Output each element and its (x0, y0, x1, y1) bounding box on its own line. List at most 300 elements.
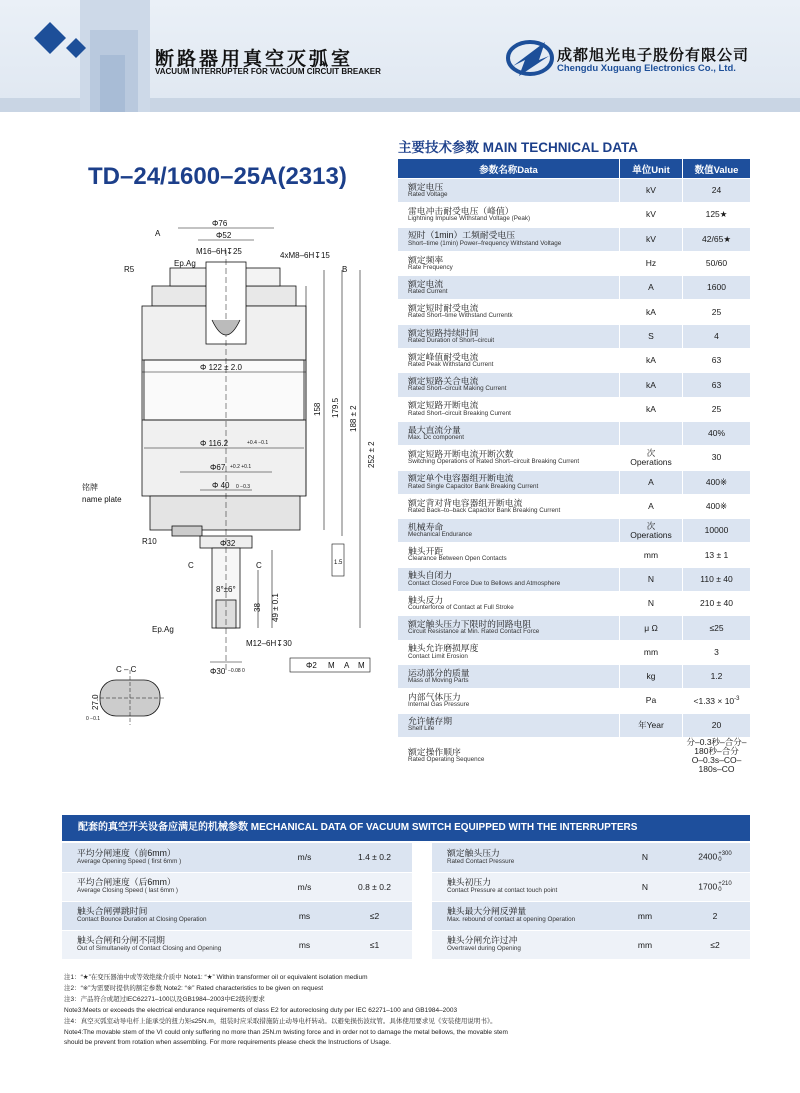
table-row (398, 519, 751, 543)
dim-d52: Φ52 (216, 231, 232, 240)
unit-line: mm (643, 646, 659, 657)
value-line: 40% (707, 428, 725, 439)
param-value (683, 470, 751, 494)
right-value-cell (680, 872, 750, 901)
column-gap (412, 901, 432, 930)
value-line: 1600 (707, 282, 726, 293)
param-name-cn: 额定短路持续时间 (408, 327, 479, 338)
value-line: 63 (711, 379, 722, 390)
param-name-cn: 额定背对背电容器组开断电流 (408, 497, 523, 508)
tol-position: Φ2 (306, 661, 317, 670)
param-name-en: Contact Closed Force Due to Bellows and Atmosphere (408, 579, 561, 587)
param-name-en: Rated Duration of Short–circuit (408, 336, 495, 344)
param-name-cn: 触头允许磨损厚度 (408, 643, 479, 654)
company-name-en: Chengdu Xuguang Electronics Co., Ltd. (557, 63, 736, 74)
unit-line: kg (646, 671, 656, 682)
unit-line: μ Ω (644, 622, 658, 633)
param-unit (620, 276, 683, 300)
param-name (398, 567, 620, 591)
notes (64, 973, 754, 1049)
table-row (398, 494, 751, 518)
unit-line: N (647, 573, 655, 584)
table-row (62, 901, 750, 930)
right-param (432, 901, 610, 930)
value-line: 3 (714, 646, 719, 657)
param-name (398, 640, 620, 664)
param-unit (620, 373, 683, 397)
right-unit: N (610, 872, 680, 901)
right-param-cn: 触头初压力 (447, 877, 491, 888)
param-name-en: Rated Single Capacitor Bank Breaking Current (408, 482, 539, 490)
param-value (683, 227, 751, 251)
dim-w27-tol: 0 −0.1 (86, 716, 101, 722)
table-row (62, 843, 750, 872)
main-data-title: 主要技术参数 MAIN TECHNICAL DATA (398, 140, 638, 155)
right-param (432, 930, 610, 959)
param-name-en: Rated Back–to–back Capacitor Bank Breaking Current (408, 506, 561, 514)
value-line: <1.33 × 10 (693, 695, 735, 706)
value-line: 50/60 (705, 258, 728, 269)
param-name (398, 421, 620, 445)
table-row (398, 470, 751, 494)
param-name-cn: 触头反力 (408, 594, 444, 605)
param-unit (620, 519, 683, 543)
param-unit (620, 713, 683, 737)
dim-d122: Φ 122 ± 2.0 (200, 363, 242, 372)
param-unit (620, 179, 683, 203)
param-value (683, 519, 751, 543)
main-data-table (397, 158, 751, 775)
dim-m12: M12–6H↧30 (246, 639, 292, 648)
param-name (398, 519, 620, 543)
label-c-right: C (256, 561, 262, 570)
left-unit: ms (272, 901, 337, 930)
mech-data-table (62, 843, 750, 960)
note-line: 注2：“※”为需要时提供的额定参数 Note2: “※” Rated characteristics to be given on request (64, 984, 324, 992)
dim-38: 38 (253, 603, 262, 612)
param-name-en: Lightning Impulse Withstand Voltage (Peak) (408, 215, 531, 223)
param-unit (620, 251, 683, 275)
param-name-cn: 最大直流分量 (408, 424, 461, 435)
left-param-cn: 平均分闸速度（前6mm） (77, 847, 176, 858)
column-gap (412, 843, 432, 872)
param-value (683, 689, 751, 713)
unit-line: mm (643, 549, 659, 560)
dim-angle: 8°±6° (216, 585, 236, 594)
param-unit (620, 324, 683, 348)
param-name-en: Clearance Between Open Contacts (408, 555, 507, 563)
param-name (398, 251, 620, 275)
unit-line: Operations (630, 456, 672, 467)
param-name-cn: 机械寿命 (408, 521, 444, 532)
dim-d40-tol: 0 −0.3 (236, 484, 251, 490)
param-name (398, 543, 620, 567)
param-name (398, 446, 620, 470)
param-unit (620, 397, 683, 421)
param-value (683, 373, 751, 397)
right-unit: mm (610, 930, 680, 959)
param-name (398, 616, 620, 640)
right-unit: N (610, 843, 680, 872)
column-gap (412, 930, 432, 959)
table-row (398, 640, 751, 664)
param-unit (620, 446, 683, 470)
value-line: 1.2 (710, 671, 723, 682)
value-line: 42/65★ (702, 233, 731, 244)
model-number: TD–24/1600–25A(2313) (88, 163, 347, 190)
left-value: 0.8 ± 0.2 (337, 872, 412, 901)
param-unit (620, 470, 683, 494)
left-param (62, 930, 272, 959)
left-unit: m/s (272, 872, 337, 901)
param-name-en: Counterforce of Contact at Full Stroke (408, 604, 514, 611)
table-row (398, 203, 751, 227)
value-line: 210 ± 40 (699, 598, 734, 609)
unit-line: Operations (630, 529, 672, 540)
param-name-cn: 运动部分的质量 (408, 667, 470, 678)
dim-d1162-tol: +0.4 −0.1 (247, 440, 269, 446)
dim-d76: Φ76 (212, 219, 228, 228)
unit-line: A (648, 282, 654, 293)
right-param (432, 843, 610, 872)
unit-line: A (648, 476, 654, 487)
value-line: ≤25 (709, 622, 724, 633)
note-line: Note4:The movable stem of the VI could only suffering no more than 25N.m twisting force and in order not to damage the metal bellows, the movable stem (64, 1028, 508, 1036)
param-unit (620, 567, 683, 591)
unit-line: kV (646, 209, 656, 220)
param-name-en: Rated Short–circuit Making Current (408, 385, 507, 393)
tol-lower: 0 (718, 886, 722, 893)
header-title-en: VACUUM INTERRUPTER FOR VACUUM CIRCUIT BREAKER (155, 67, 381, 76)
param-name-cn: 触头开距 (408, 546, 444, 557)
unit-line: kA (646, 403, 656, 414)
value-line: 13 ± 1 (704, 549, 729, 560)
right-param-cn: 触头分闸允许过冲 (447, 935, 518, 946)
param-unit (620, 300, 683, 324)
param-value (683, 179, 751, 203)
table-row (398, 446, 751, 470)
param-name (398, 689, 620, 713)
tol-upper: +210 (718, 880, 732, 887)
left-param-cn: 触头合闸和分闸不同期 (77, 935, 165, 946)
param-name-en: Max. Dc component (408, 433, 464, 441)
value-line: 63 (711, 355, 722, 366)
right-unit: mm (610, 901, 680, 930)
param-value (683, 446, 751, 470)
label-epag-bottom: Ep.Ag (152, 625, 174, 634)
dim-r10: R10 (142, 537, 157, 546)
value-line: 400※ (705, 476, 728, 487)
param-name-cn: 额定频率 (408, 254, 444, 265)
param-value (683, 397, 751, 421)
right-value: 2 (712, 910, 718, 921)
param-name (398, 470, 620, 494)
param-value (683, 494, 751, 518)
param-unit (620, 421, 683, 445)
unit-line: Hz (645, 258, 657, 269)
param-name-cn: 触头自闭力 (408, 570, 452, 581)
param-value (683, 616, 751, 640)
param-name-en: Rated Peak Withstand Current (408, 361, 494, 369)
unit-line: Pa (645, 695, 657, 706)
left-param-cn: 触头合闸弹跳时间 (77, 906, 148, 917)
column-gap (412, 872, 432, 901)
unit-line: kV (646, 185, 656, 196)
right-value-cell (680, 901, 750, 930)
table-row (398, 251, 751, 275)
datum-a: A (155, 229, 161, 238)
param-name-cn: 额定峰值耐受电流 (408, 351, 479, 362)
param-name-cn: 雷电冲击耐受电压（峰值） (408, 206, 514, 217)
right-param-en: Max. rebound of contact at opening Operation (447, 915, 576, 923)
right-value: 2400 (698, 851, 718, 862)
unit-line: kA (646, 306, 656, 317)
note-line: Note3:Meets or exceeds the electrical endurance requirements of class E2 for autoreclosing duty per IEC 62271–100 and GB1984–2003 (64, 1006, 458, 1014)
dim-179: 179.5 (331, 397, 340, 418)
left-param (62, 843, 272, 872)
table-row (398, 349, 751, 373)
table-row (398, 713, 751, 737)
table-row (398, 664, 751, 688)
param-name-cn: 额定操作顺序 (408, 746, 461, 757)
param-unit (620, 592, 683, 616)
unit-line: 次 (646, 447, 656, 458)
table-row (398, 397, 751, 421)
param-name (398, 397, 620, 421)
value-line: 25 (711, 306, 722, 317)
param-value (683, 324, 751, 348)
param-name-en: Mechanical Endurance (408, 531, 473, 539)
param-value (683, 421, 751, 445)
company-name-cn: 成都旭光电子股份有限公司 (557, 47, 750, 64)
tol-flat: 1.5 (334, 560, 343, 566)
param-unit (620, 349, 683, 373)
dim-d67-tol: +0.2 +0.1 (230, 464, 252, 470)
param-name-en: Switching Operations of Rated Short–circuit Breaking Current (408, 458, 580, 466)
param-name-cn: 额定电流 (408, 278, 444, 289)
col-header-data: 参数名称Data (398, 159, 620, 179)
unit-line: A (648, 501, 654, 512)
table-row (398, 300, 751, 324)
param-value (683, 349, 751, 373)
param-name-cn: 额定短路关合电流 (408, 376, 479, 387)
left-unit: ms (272, 930, 337, 959)
header-logo-graphic (0, 0, 150, 112)
unit-line: kA (646, 379, 656, 390)
param-value (683, 640, 751, 664)
col-header-value: 数值Value (683, 159, 751, 179)
left-unit: m/s (272, 843, 337, 872)
note-line: 注3：产品符合或超过IEC62271–100以及GB1984–2003中E2级的要求 (64, 995, 265, 1003)
param-name-cn: 额定触头压力下限时的回路电阻 (408, 619, 532, 630)
mech-data-title: 配套的真空开关设备应满足的机械参数 MECHANICAL DATA OF VACUUM SWITCH EQUIPPED WITH THE INTERRUPTERS (62, 815, 750, 841)
datum-b: B (342, 265, 348, 274)
param-unit (620, 494, 683, 518)
param-name-cn: 内部气体压力 (408, 691, 461, 702)
tol-upper: +300 (718, 851, 732, 858)
param-name-en: Circuit Resistance at Min. Rated Contact Force (408, 628, 540, 636)
left-param-en: Contact Bounce Duration at Closing Operation (77, 915, 207, 923)
dim-d67: Φ67 (210, 463, 226, 472)
param-unit (620, 689, 683, 713)
param-name (398, 494, 620, 518)
param-name-en: Rate Frequency (408, 263, 453, 271)
label-epag-top: Ep.Ag (174, 259, 196, 268)
value-line: O–0.3s–CO–180s–CO (691, 754, 742, 774)
param-name (398, 227, 620, 251)
unit-line: kA (646, 355, 656, 366)
label-c-left: C (188, 561, 194, 570)
table-row (62, 872, 750, 901)
value-sup: -3 (734, 696, 740, 702)
param-name (398, 276, 620, 300)
right-param-cn: 额定触头压力 (447, 847, 500, 858)
dim-w27: 27.0 (91, 694, 100, 710)
right-param (432, 872, 610, 901)
param-name-en: Rated Voltage (408, 190, 448, 198)
label-nameplate-cn: 铭牌 (82, 483, 98, 492)
left-param-en: Average Opening Speed ( first 6mm ) (77, 857, 182, 865)
table-row (62, 930, 750, 959)
note-line: 注4：真空灭弧室动导电杆上能承受的扭力矩≤25N.m，组装时应采取措施防止动导电杆转动。以避免损伤波纹管。具体使用要求见《安装使用说明书》。 (64, 1017, 497, 1025)
note-line: 注1：“★”在变压器油中或等效绝缘介质中 Note1: “★” Within transformer oil or equivalent isolation medium (64, 974, 368, 981)
label-nameplate-en: name plate (82, 495, 122, 504)
tol-m1: M (328, 661, 335, 670)
dim-m16: M16–6H↧25 (196, 247, 242, 256)
param-value (683, 300, 751, 324)
table-row (398, 227, 751, 251)
param-name (398, 592, 620, 616)
right-param-en: Overtravel during Opening (447, 944, 521, 952)
left-param-en: Out of Simultaneity of Contact Closing and Opening (77, 944, 222, 952)
left-param (62, 901, 272, 930)
dim-158: 158 (313, 402, 322, 416)
param-name (398, 664, 620, 688)
param-name (398, 373, 620, 397)
table-row (398, 567, 751, 591)
param-name-cn: 额定单个电容器组开断电流 (408, 473, 514, 484)
note-line: should be prevent from rotation when assembling. For more requirements please check the Instructions of Usage. (64, 1039, 391, 1047)
dim-252: 252 ± 2 (367, 441, 376, 468)
table-row (398, 737, 751, 774)
param-name-en: Contact Limit Erosion (408, 652, 468, 660)
right-value-cell (680, 843, 750, 872)
right-param-en: Rated Contact Pressure (447, 857, 515, 865)
param-name-en: Rated Short–circuit Breaking Current (408, 409, 511, 417)
param-name (398, 737, 620, 774)
right-value: 1700 (698, 880, 718, 891)
param-name-en: Mass of Moving Parts (408, 676, 469, 684)
dim-d30: Φ30 (210, 667, 226, 676)
param-name (398, 300, 620, 324)
section-label: C – C (116, 665, 137, 674)
dim-188: 188 ± 2 (349, 405, 358, 432)
param-value (683, 737, 751, 774)
right-param-cn: 触头最大分闸反弹量 (447, 906, 527, 917)
table-row (398, 373, 751, 397)
param-name-en: Internal Gas Pressure (408, 701, 470, 709)
param-unit (620, 543, 683, 567)
unit-line: S (648, 330, 654, 341)
table-row (398, 543, 751, 567)
interrupter-drawing (80, 200, 390, 740)
left-param-en: Average Closing Speed ( last 6mm ) (77, 886, 179, 894)
param-value (683, 543, 751, 567)
param-name-cn: 额定电压 (408, 181, 444, 192)
param-name-en: Rated Short–time Withstand Currentk (408, 312, 513, 320)
dim-49: 49 ± 0.1 (271, 593, 280, 622)
table-row (398, 592, 751, 616)
param-unit (620, 640, 683, 664)
left-param-cn: 平均合闸速度（后6mm） (77, 877, 176, 888)
param-unit (620, 227, 683, 251)
param-name-en: Rated Current (408, 288, 448, 296)
table-row (398, 616, 751, 640)
param-value (683, 713, 751, 737)
col-header-unit: 单位Unit (620, 159, 683, 179)
table-row (398, 324, 751, 348)
param-name-cn: 额定短路开断电流开断次数 (408, 448, 514, 459)
right-value-tolerance (718, 851, 732, 863)
right-value: ≤2 (710, 939, 720, 950)
param-name (398, 203, 620, 227)
param-name-cn: 允许储存期 (408, 716, 452, 727)
param-value (683, 592, 751, 616)
unit-line: 次 (646, 520, 656, 531)
value-line: 110 ± 40 (700, 573, 733, 584)
param-value (683, 203, 751, 227)
value-line: 10000 (704, 525, 729, 536)
tol-lower: 0 (718, 857, 722, 864)
param-name (398, 179, 620, 203)
value-line: 25 (711, 403, 722, 414)
left-value: ≤2 (337, 901, 412, 930)
unit-line: N (647, 598, 655, 609)
right-value-cell (680, 930, 750, 959)
value-line: 400※ (705, 501, 728, 512)
value-line: 125★ (705, 209, 728, 220)
dim-d32: Φ32 (220, 539, 236, 548)
param-unit (620, 203, 683, 227)
param-name-cn: 额定短路开断电流 (408, 400, 479, 411)
table-row (398, 276, 751, 300)
left-param (62, 872, 272, 901)
param-name (398, 324, 620, 348)
value-line: 4 (714, 330, 719, 341)
left-value: ≤1 (337, 930, 412, 959)
param-name-en: Short–time (1min) Power–frequency Withstand Voltage (408, 239, 562, 247)
dim-r5: R5 (124, 265, 135, 274)
param-name-en: Rated Operating Sequence (408, 755, 485, 763)
unit-line: kV (646, 233, 656, 244)
company-logo-icon (505, 36, 555, 80)
table-row (398, 179, 751, 203)
param-name-en: Shelf Life (408, 725, 435, 733)
dim-d40: Φ 40 (212, 481, 230, 490)
value-line: 24 (711, 185, 722, 196)
param-name (398, 349, 620, 373)
param-unit (620, 616, 683, 640)
param-name-cn: 额定短时耐受电流 (408, 303, 479, 314)
param-value (683, 664, 751, 688)
param-unit (620, 737, 683, 774)
left-value: 1.4 ± 0.2 (337, 843, 412, 872)
right-value-tolerance (718, 881, 732, 893)
param-name-cn: 短时（1min）工频耐受电压 (408, 230, 516, 241)
header-title-cn: 断路器用真空灭弧室 (155, 49, 354, 70)
param-unit (620, 664, 683, 688)
unit-line: 年Year (638, 719, 664, 730)
